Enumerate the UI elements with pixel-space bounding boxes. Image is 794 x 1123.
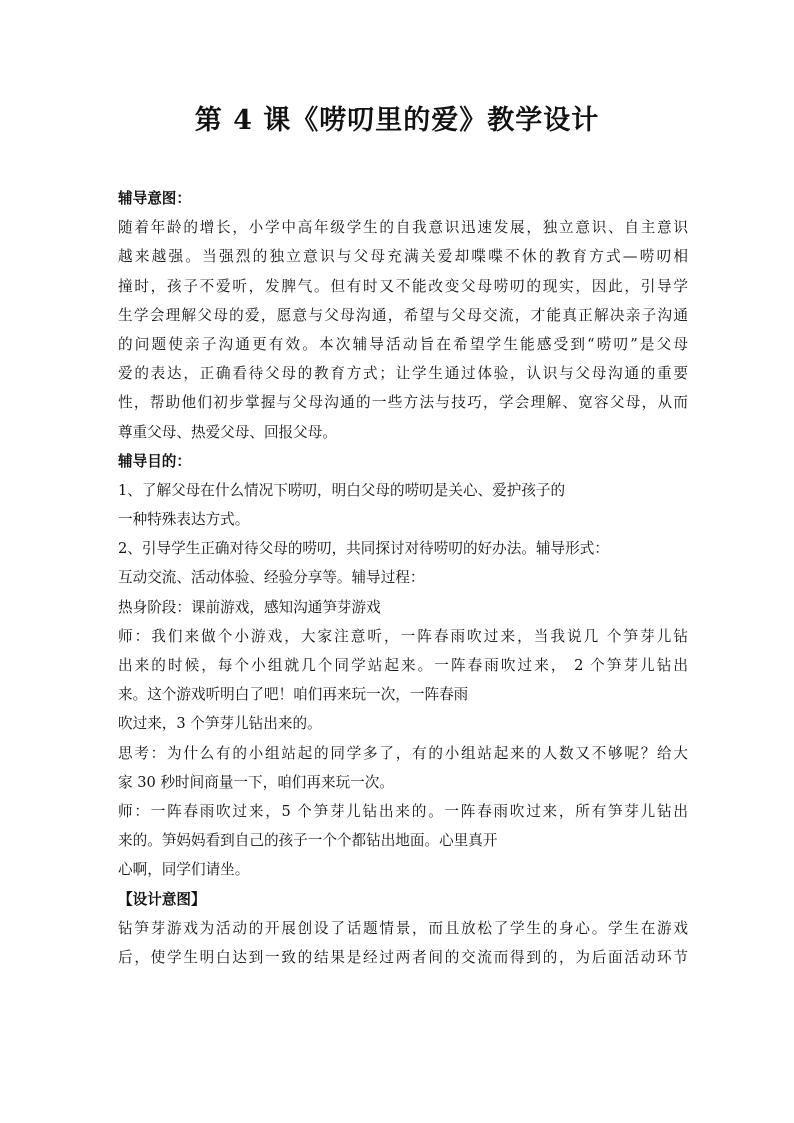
text-line: 2、引导学生正确对待父母的唠叨，共同探讨对待唠叨的好办法。辅导形式： <box>118 540 609 558</box>
text-line: 性，帮助他们初步掌握与父母沟通的一些方法与技巧，学会理解、宽容父母，从而 <box>118 394 688 412</box>
text-line: 钻笋芽游戏为活动的开展创设了话题情景，而且放松了学生的身心。学生在游戏 <box>118 919 688 937</box>
text-line: 吹过来，3 个笋芽儿钻出来的。 <box>118 715 322 733</box>
text-line: 出来的时候，每个小组就几个同学站起来。一阵春雨吹过来， 2 个笋芽儿钻出 <box>118 657 688 674</box>
document-body <box>118 184 688 972</box>
text-line: 一种特殊表达方式。 <box>118 511 250 529</box>
text-line: 师：一阵春雨吹过来，5 个笋芽儿钻出来的。一阵春雨吹过来，所有笋芽儿钻出 <box>118 802 688 820</box>
text-line: 撞时，孩子不爱听，发脾气。但有时又不能改变父母唠叨的现实，因此，引导学 <box>118 277 688 295</box>
text-line: 家 30 秒时间商量一下，咱们再来玩一次。 <box>118 773 394 791</box>
text-line: 随着年龄的增长，小学中高年级学生的自我意识迅速发展，独立意识、自主意识 <box>118 219 688 237</box>
text-line: 心啊，同学们请坐。 <box>118 861 250 879</box>
text-line: 1、了解父母在什么情况下唠叨，明白父母的唠叨是关心、爱护孩子的 <box>118 481 566 499</box>
document-title: 第 4 课《唠叨里的爱》教学设计 <box>194 105 600 136</box>
section-heading: 辅导目的： <box>118 452 191 470</box>
text-line: 思考：为什么有的小组站起的同学多了，有的小组站起来的人数又不够呢？给大 <box>118 744 688 762</box>
text-line: 尊重父母、热爱父母、回报父母。 <box>118 423 337 441</box>
text-line: 越来越强。当强烈的独立意识与父母充满关爱却喋喋不休的教育方式—唠叨相 <box>118 248 688 266</box>
text-line: 热身阶段：课前游戏，感知沟通笋芽游戏 <box>118 598 381 616</box>
text-line: 师：我们来做个小游戏，大家注意听，一阵春雨吹过来，当我说几 个笋芽儿钻 <box>118 627 688 645</box>
text-line: 来。这个游戏听明白了吧！咱们再来玩一次，一阵春雨 <box>118 686 469 704</box>
section-heading: 辅导意图： <box>118 190 191 207</box>
text-line: 生学会理解父母的爱，愿意与父母沟通，希望与父母交流，才能真正解决亲子沟通 <box>118 306 688 324</box>
section-heading: 【设计意图】 <box>118 890 206 908</box>
text-line: 爱的表达，正确看待父母的教育方式；让学生通过体验，认识与父母沟通的重要 <box>118 365 688 383</box>
text-line: 互动交流、活动体验、经验分享等。辅导过程： <box>118 569 425 587</box>
text-line: 的问题使亲子沟通更有效。本次辅导活动旨在希望学生能感受到“唠叨”是父母 <box>118 335 688 353</box>
text-line: 后，使学生明白达到一致的结果是经过两者间的交流而得到的，为后面活动环节 <box>118 948 688 966</box>
text-line: 来的。笋妈妈看到自己的孩子一个个都钻出地面。心里真开 <box>118 832 498 850</box>
